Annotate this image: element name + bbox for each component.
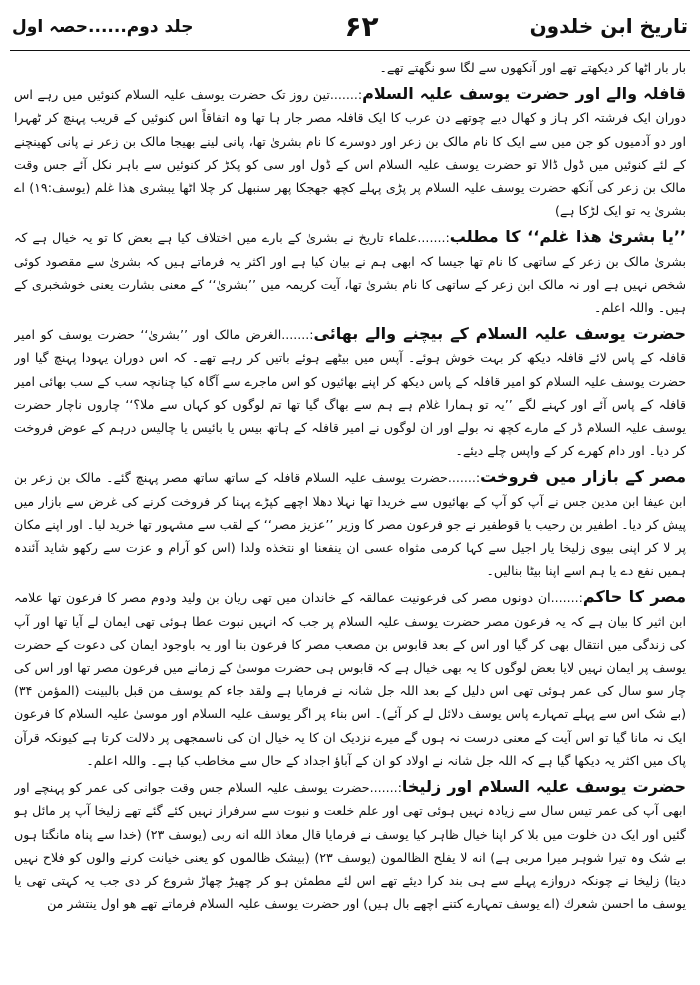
section-heading: مصر کے بازار میں فروخت [480, 467, 686, 487]
paragraph [14, 82, 686, 222]
section-heading: ’’یا بشریٰ هذا غلم‘‘ کا مطلب [449, 227, 686, 247]
section-heading: حضرت یوسف علیہ السلام کے بیچنے والے بھائی [313, 324, 686, 344]
page-header [12, 4, 688, 48]
section-heading: قافلہ والے اور حضرت یوسف علیہ السلام [362, 84, 686, 104]
paragraph [14, 775, 686, 915]
volume-label: جلد دوم......حصہ اول [12, 16, 194, 37]
header-rule [10, 50, 690, 51]
section-heading: مصر کا حاکم [582, 587, 686, 607]
paragraph-text: :.......علماء تاریخ نے بشریٰ کے بارے میں اختلاف کیا ہے بعض کا تو یہ خیال ہے کہ بشریٰ مالک بن زعر کے ساتھی کا نام تھا جیسا کہ ابھی ہم نے بیان کیا ہے اور اکثر یہ فرماتے ہیں کہ بشریٰ سے مقصود کوئی شخص نہیں ہے اور نہ مالک ابن زعر کے ساتھی کا نام بشریٰ تھا، آیت کریمہ میں ’’بشریٰ‘‘ کے معنی بشارت یعنی خوشخبری کے ہیں۔ واللہ اعلم۔ [14, 230, 686, 316]
paragraph [14, 56, 686, 79]
paragraph [14, 225, 686, 319]
page-body [14, 56, 686, 979]
paragraph-text: :.......الغرض مالک اور ’’بشریٰ‘‘ حضرت یوسف کو امیر قافلہ کے پاس لائے قافلہ دیکھ کر بہت خوش ہوئے۔ آپس میں بیٹھے ہوئے باتیں کر رہے تھے۔ کہ اس دوران یہودا پہنچ گیا اور حضرت یوسف علیہ السلام کو امیر قافلہ کے پاس دیکھ کر اپنے بھائیوں کو اس ماجرے سے آگاہ کیا چنانچہ سب کے سب بھائی امیر قافلہ کے پاس آئے اور کہنے لگے ’’یہ تو ہمارا غلام ہے ہم سے بھاگ گیا تھا تم لوگوں کو کہاں سے ملا؟‘‘ چاروں ناچار حضرت یوسف علیہ السلام ڈر کے مارے کچھ نہ بولے اور ان لوگوں نے امیر قافلہ کے ہاتھ بیس یا بائیس یا چالیس درہم کے عوض فروخت کر دیا۔ اور دام کھرے کر کے واپس چلے دیئے۔ [14, 327, 686, 459]
paragraph-text: :.......تین روز تک حضرت یوسف علیہ السلام کنوئیں میں رہے اس دوران ایک فرشتہ اکر ہاز و کھال دیے چوتھے دن عرب کا ایک قافلہ مصر جار ہا تھا وہ اتفاقاً اس کنوئیں کے قریب پہنچ کر ٹھہرا اور دو آدمیوں کو جن میں سے ایک کا نام مالک بن زعر اور دوسرے کا نام بشریٰ تھا، پانی لینے بھیجا مالک بن زعر نے پانی کھینچنے کے لئے کنوئیں میں ڈول ڈالا تو حضرت یوسف علیہ السلام اس کے ڈول اور سی کو پکڑ کر کنوئیں سے باہر نکل آئے جس وقت مالک بن زعر کی آنکھ حضرت یوسف علیہ السلام پر پڑی پہلے کچھ جھجکا پھر سنبھل کر چلا اٹھا یبشری هذا غلم (یوسف:۱۹) اے بشریٰ یہ تو ایک لڑکا ہے) [14, 87, 686, 219]
paragraph-text: بار بار اٹھا کر دیکھتے تھے اور آنکھوں سے لگا سو نگھتے تھے۔ [379, 60, 686, 75]
paragraph [14, 322, 686, 462]
paragraph-text: :.......ان دونوں مصر کی فرعونیت عمالقہ کے خاندان میں تھی ریان بن ولید ودوم مصر کا فرعون تھا علامہ ابن اثیر کا بیان ہے کہ یہ فرعون مصر حضرت یوسف علیہ السلام پر جب کہ انہیں نبوت عطا ہوئی تھی ایمان لے آیا تھا اور آپ کی زندگی میں انتقال بھی کر گیا اور اس کے بعد قابوس بن مصعب مصر کا فرعون بنا اور یہ باوجود ایمان کی دعوت کے حضرت یوسف پر ایمان نہیں لایا بعض لوگوں کا یہ بھی خیال ہے کہ قابوس ہی حضرت موسیٰ کے زمانے میں فرعون مصر تھا اور اس کی چار سو سال کی عمر ہوئی تھی اس دلیل کے بعد اللہ جل شانہ نے فرمایا ہے ولقد جاء کم یوسف من قبل بالبینت (المؤمن ۳۴) (بے شک اس سے پہلے تمہارے پاس یوسف دلائل لے کر آئے)۔ اس بناء پر اگر یوسف علیہ السلام اور موسیٰ علیہ السلام کا فرعون ایک نہ مانا گیا تو اس آیت کے معنی درست نہ ہوں گے میرے نزدیک ان کا یہ خیال ان کی ناسمجھی پر دلالت کرتا ہے کیونکہ قرآن پاک میں اکثر یہ دیکھا گیا ہے کہ اللہ جل شانہ نے اولاد کو ان کے آباؤ اجداد کے حال سے مخاطب کیا ہے۔ واللہ اعلم۔ [14, 590, 686, 768]
paragraph [14, 585, 686, 772]
paragraph [14, 465, 686, 582]
page-number: ۶۲ [344, 9, 379, 43]
paragraph-text: :.......حضرت یوسف علیہ السلام قافلہ کے ساتھ ساتھ مصر پہنچ گئے۔ مالک بن زعر بن ابن عیفا ابن مدین جس نے آپ کو آپ کے بھائیوں سے خریدا تھا نہلا دھلا اچھے کپڑے پہنا کر فروخت کرنے کی غرض سے بازار میں پیش کر دیا۔ اطفیر بن رحیب یا قوطفیر نے جو فرعون مصر کا وزیر ’’عزیز مصر‘‘ کے لقب سے مشہور تھا خرید لیا۔ اور اپنے مکان پر لا کر اپنی بیوی زلیخا یار اجیل سے کہا کرمی مثواه عسى ان ينفعنا او نتخذه ولدا (اس کو آرام و عزت سے رکھو شاید آئندہ ہمیں نفع دے یا ہم اسے اپنا بیٹا بنالیں۔ [14, 470, 686, 579]
book-title: تاریخ ابن خلدون [529, 14, 688, 38]
paragraph-text: :.......حضرت یوسف علیہ السلام جس وقت جوانی کی عمر کو پہنچے اور ابھی آپ کی عمر تیس سال سے زیادہ نہیں ہوئی تھی اور علم خلعت و نبوت سے سرفراز نہیں کئے گئے تھے زلیخا آپ پر مائل ہو گئیں اور ایک دن خلوت میں بلا کر اپنا خیال ظاہر کیا یوسف نے فرمایا قال معاذ الله انه ربی (یوسف ۲۳) (خدا سے پناہ مانگتا ہوں بے شک وہ تیرا شوہر میرا مربی ہے) انه لا یفلح الظالمون (یوسف ۲۳) (بیشک ظالموں کو یعنی خیانت کرنے والوں کو فلاح نہیں دیتا) زلیخا نے چونکہ دروازے پہلے سے ہی بند کرا دیئے تھے اس لئے مطمئن ہو کر چھیڑ چھاڑ شروع کر دی جب یہ کہتی تھی یا یوسف ما احسن شعرك (اے یوسف تمہارے کتنے اچھے بال ہیں) اور حضرت یوسف علیہ السلام فرماتے تھے هو اول ينتشر من [14, 780, 686, 912]
section-heading: حضرت یوسف علیہ السلام اور زلیخا [401, 777, 686, 797]
